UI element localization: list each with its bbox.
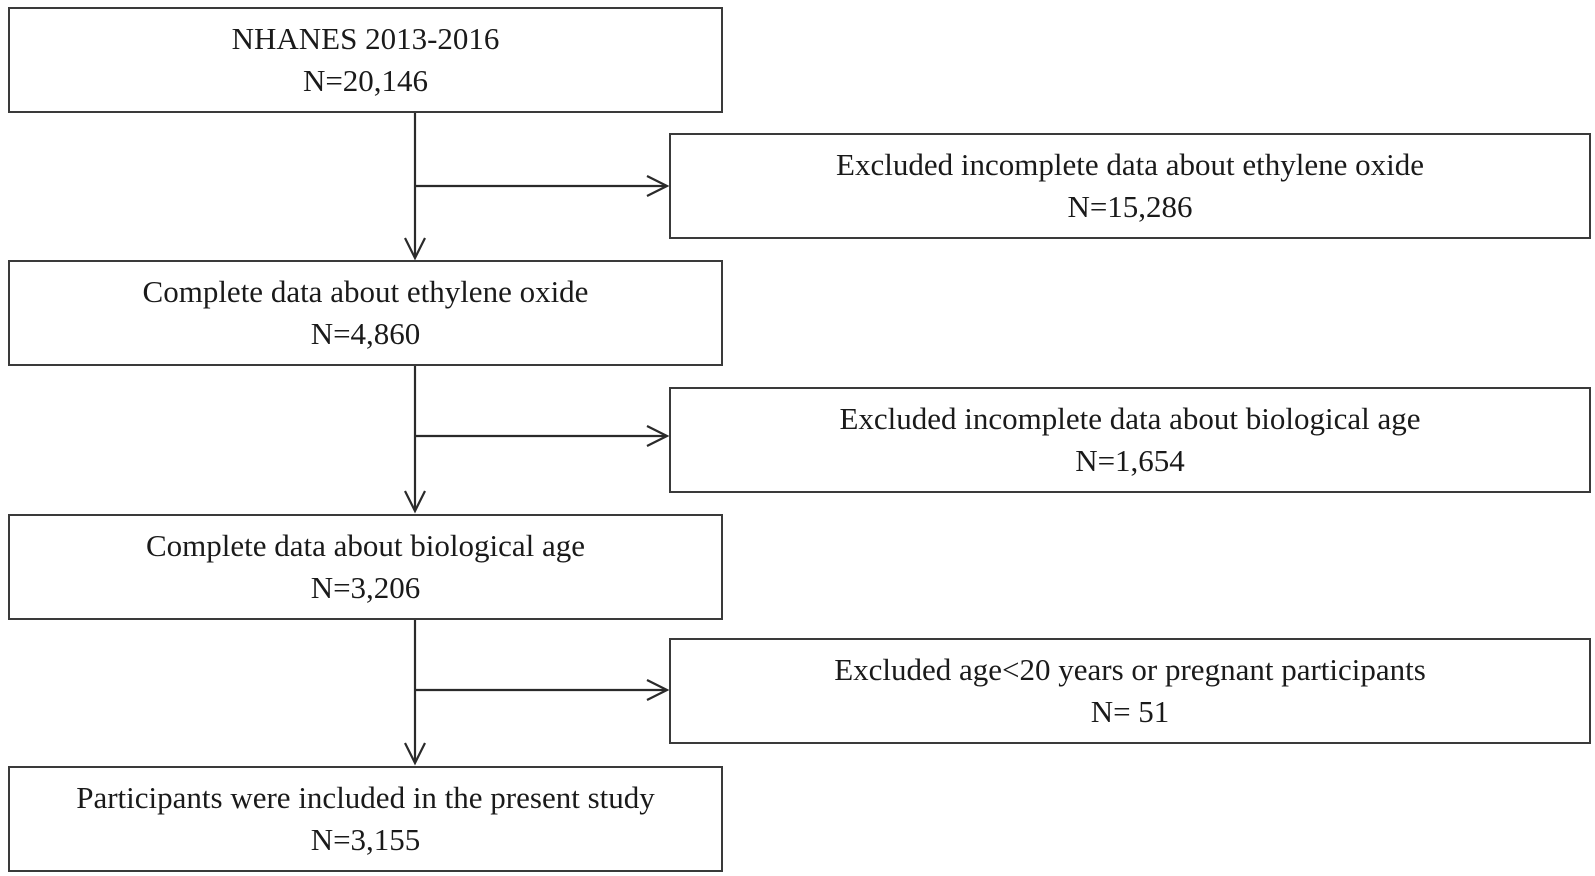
arrow-to-excl-ba <box>415 426 667 446</box>
box-nhanes-title: NHANES 2013-2016 <box>231 21 500 56</box>
box-included-count: N=3,155 <box>310 822 421 857</box>
box-nhanes <box>8 7 723 113</box>
box-excl-eo-count: N=15,286 <box>1067 189 1193 224</box>
box-excl-age <box>669 638 1591 744</box>
box-excl-eo <box>669 133 1591 239</box>
box-excl-age-count: N= 51 <box>1090 694 1170 729</box>
box-excl-ba-count: N=1,654 <box>1075 443 1185 478</box>
box-excl-ba-title: Excluded incomplete data about biological age <box>839 401 1421 436</box>
arrow-to-excl-eo <box>415 176 667 196</box>
box-complete-ba <box>8 514 723 620</box>
box-complete-eo-title: Complete data about ethylene oxide <box>142 274 589 309</box>
box-nhanes-count: N=20,146 <box>302 63 429 98</box>
box-excl-age-title: Excluded age<20 years or pregnant participants <box>834 652 1426 687</box>
box-excl-ba <box>669 387 1591 493</box>
box-complete-ba-title: Complete data about biological age <box>145 528 586 563</box>
box-complete-eo-count: N=4,860 <box>310 316 421 351</box>
box-excl-eo-title: Excluded incomplete data about ethylene oxide <box>836 147 1424 182</box>
box-complete-eo <box>8 260 723 366</box>
arrow-to-excl-age <box>415 680 667 700</box>
box-included <box>8 766 723 872</box>
arrow-complete-eo-to-complete-ba <box>405 366 425 511</box>
box-complete-ba-count: N=3,206 <box>310 570 421 605</box>
arrow-complete-ba-to-included <box>405 620 425 763</box>
box-included-title: Participants were included in the present study <box>76 780 655 815</box>
